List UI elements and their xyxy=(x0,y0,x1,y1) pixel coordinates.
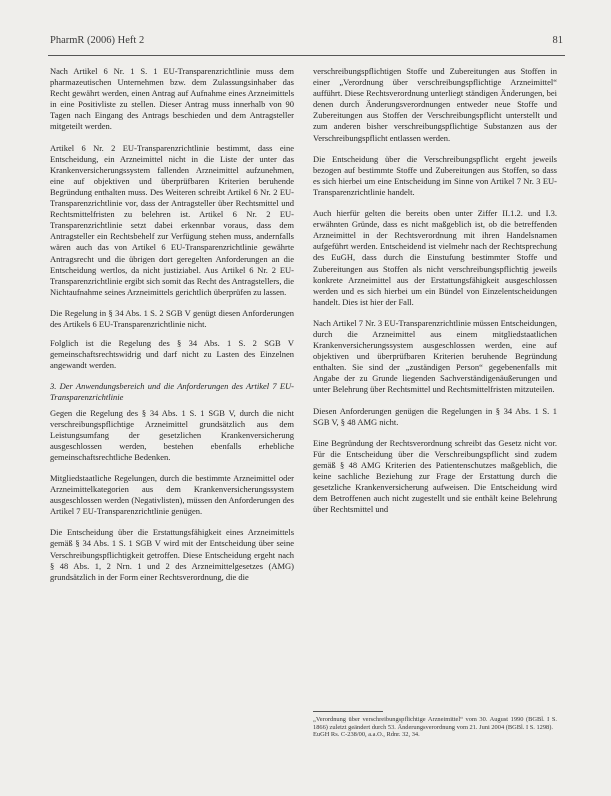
paragraph: Diesen Anforderungen genügen die Regelungen in § 34 Abs. 1 S. 1 SGB V, § 48 AMG nicht. xyxy=(313,405,557,427)
footnote: „Verordnung über verschreibungspflichtige Arzneimittel“ vom 30. August 1990 (BGBl. I S. 1866) zuletzt geändert durch 53. Änderungsverordnung vom 21. Juni 2004 (BGBl. I S. 1298). xyxy=(313,716,557,731)
paragraph: Eine Begründung der Rechtsverordnung schreibt das Gesetz nicht vor. Für die Entscheidung über die Verschreibungspflicht sind zudem gemäß § 48 AMG Kriterien des Patientenschutzes maßgeblich, die keine sachliche Beziehung zur Frage der Erstattung durch die gesetzliche Krankenversicherung aufweisen. Die Entscheidung wird dem Betroffenen auch nicht zugestellt und sie enthält keine Belehrung über Rechtsmittel und xyxy=(313,437,557,515)
paragraph: Die Entscheidung über die Erstattungsfähigkeit eines Arzneimittels gemäß § 34 Abs. 1 S. 1 SGB V wird mit der Entscheidung über seine Verschreibungspflichtigkeit getroffen. Diese Entscheidung ergeht nach § 48 Abs. 1, 2 Nrn. 1 und 2 des Arzneimittelgesetzes (AMG) grundsätzlich in der Form einer Rechtsverordnung, die die xyxy=(50,527,294,582)
footnote-rule xyxy=(313,711,383,712)
paragraph: Gegen die Regelung des § 34 Abs. 1 S. 1 SGB V, durch die nicht verschreibungspflichtige Arzneimittel grundsätzlich aus dem Leistungsumfang der gesetzlichen Krankenversicherung ausgeschlossen werden, bestehen ebenfalls erhebliche gemeinschaftsrechtliche Bedenken. xyxy=(50,407,294,462)
paragraph: Die Entscheidung über die Verschreibungspflicht ergeht jeweils bezogen auf bestimmte Stoffe und Zubereitungen aus Stoffen, so dass es sich hierbei um eine Entscheidung im Sinne von Artikel 7 Nr. 3 EU-Transparenzrichtlinie handelt. xyxy=(313,153,557,197)
right-column xyxy=(313,66,557,525)
footnote: EuGH Rs. C-238/00, a.a.O., Rdnr. 32, 34. xyxy=(313,731,420,739)
running-header-journal: PharmR (2006) Heft 2 xyxy=(50,35,145,46)
paragraph: Auch hierfür gelten die bereits oben unter Ziffer II.1.2. und I.3. erwähnten Gründe, dass es nicht maßgeblich ist, ob die betreffenden Arzneimittel in der Rechtsverordnung mit ihren Handelsnamen aufgeführt werden. Entscheidend ist vielmehr nach der Rechtsprechung des EuGH, dass durch die Einstufung bestimmter Stoffe und Zubereitungen aus Stoffen als nicht verschreibungspflichtig jeweils konkrete Arzneimittel aus der Erstattungsfähigkeit ausgeschlossen werden und es sich hierbei um ein Bündel von Einzelentscheidungen handelt. Dies ist hier der Fall. xyxy=(313,208,557,307)
paragraph: Die Regelung in § 34 Abs. 1 S. 2 SGB V genügt diesen Anforderungen des Artikels 6 EU-Transparenzrichtlinie nicht. xyxy=(50,307,294,329)
paragraph: Nach Artikel 7 Nr. 3 EU-Transparenzrichtlinie müssen Entscheidungen, durch die Arzneimittel aus einem mitgliedstaatlichen Krankenversicherungssystem ausgeschlossen werden, eine auf objektiven und überprüfbaren Kriterien beruhende Begründung enthalten. Sie sind der „zuständigen Person“ gegebenenfalls mit Angabe der zu Grunde liegenden Sachverständigenäußerungen und unter Belehrung über Rechtsmittel und Rechtsmittelfristen mitzuteilen. xyxy=(313,317,558,395)
paragraph: Artikel 6 Nr. 2 EU-Transparenzrichtlinie bestimmt, dass eine Entscheidung, ein Arzneimittel nicht in die Liste der unter das Krankenversicherungssystem fallenden Arzneimittel aufzunehmen, eine auf objektiven und überprüfbaren Kriterien beruhende Begründung enthalten muss. Des Weiteren schreibt Artikel 6 Nr. 2 EU-Transparenzrichtlinie vor, dass der Antragsteller über Rechtsmittel und Rechtsmittelfristen zu belehren ist. Artikel 6 Nr. 2 EU-Transparenzrichtlinie setzt dabei erkennbar voraus, dass dem Antragsteller ein Rechtsbehelf zur Verfügung stehen muss, andernfalls wären auch das von Artikel 6 EU-Transparenzrichtlinie gewährte Antragsrecht und die übrigen dort geregelten Anforderungen an die Entscheidung wertlos, da nicht justiziabel. Aus Artikel 6 Nr. 2 EU-Transparenzrichtlinie ergibt sich somit das Recht des Antragstellers, die Nichtaufnahme seines Arzneimittels gerichtlich überprüfen zu lassen. xyxy=(50,142,294,297)
section-heading: 3. Der Anwendungsbereich und die Anforderungen des Artikel 7 EU-Transparenzrichtlinie xyxy=(50,381,294,403)
footnotes xyxy=(313,716,557,739)
left-column xyxy=(50,66,294,593)
header-rule xyxy=(48,55,565,56)
paragraph: verschreibungspflichtigen Stoffe und Zubereitungen aus Stoffen in einer „Verordnung über verschreibungspflichtige Arzneimittel“ aufführt. Diese Rechtsverordnung unterliegt ständigen Änderungen, bei denen durch Änderungsverordnungen entweder neue Stoffe und Zubereitungen aus Stoffen der Verschreibungspflicht unterstellt und zum anderen bisher verschreibungspflichtige Substanzen aus der Verschreibungspflicht entlassen werden. xyxy=(313,66,557,143)
paragraph: Mitgliedstaatliche Regelungen, durch die bestimmte Arzneimittel oder Arzneimittelkategorien aus dem Krankenversicherungssystem ausgeschlossen werden (Negativlisten), müssen den Anforderungen des Artikel 7 EU-Transparenzrichtlinie genügen. xyxy=(50,473,294,517)
paragraph: Nach Artikel 6 Nr. 1 S. 1 EU-Transparenzrichtlinie muss dem pharmazeutischen Unternehmen bzw. dem Zulassungsinhaber das Recht gewährt werden, einen Antrag auf Aufnahme eines Arzneimittels in eine Positivliste zu stellen. Dieser Antrag muss innerhalb von 90 Tagen nach Eingang des Antrags beschieden und dem Antragsteller mitgeteilt werden. xyxy=(50,66,294,132)
paragraph: Folglich ist die Regelung des § 34 Abs. 1 S. 2 SGB V gemeinschaftsrechtswidrig und darf nicht zu Lasten des Einzelnen angewandt werden. xyxy=(50,338,294,371)
page-number: 81 xyxy=(552,35,563,46)
